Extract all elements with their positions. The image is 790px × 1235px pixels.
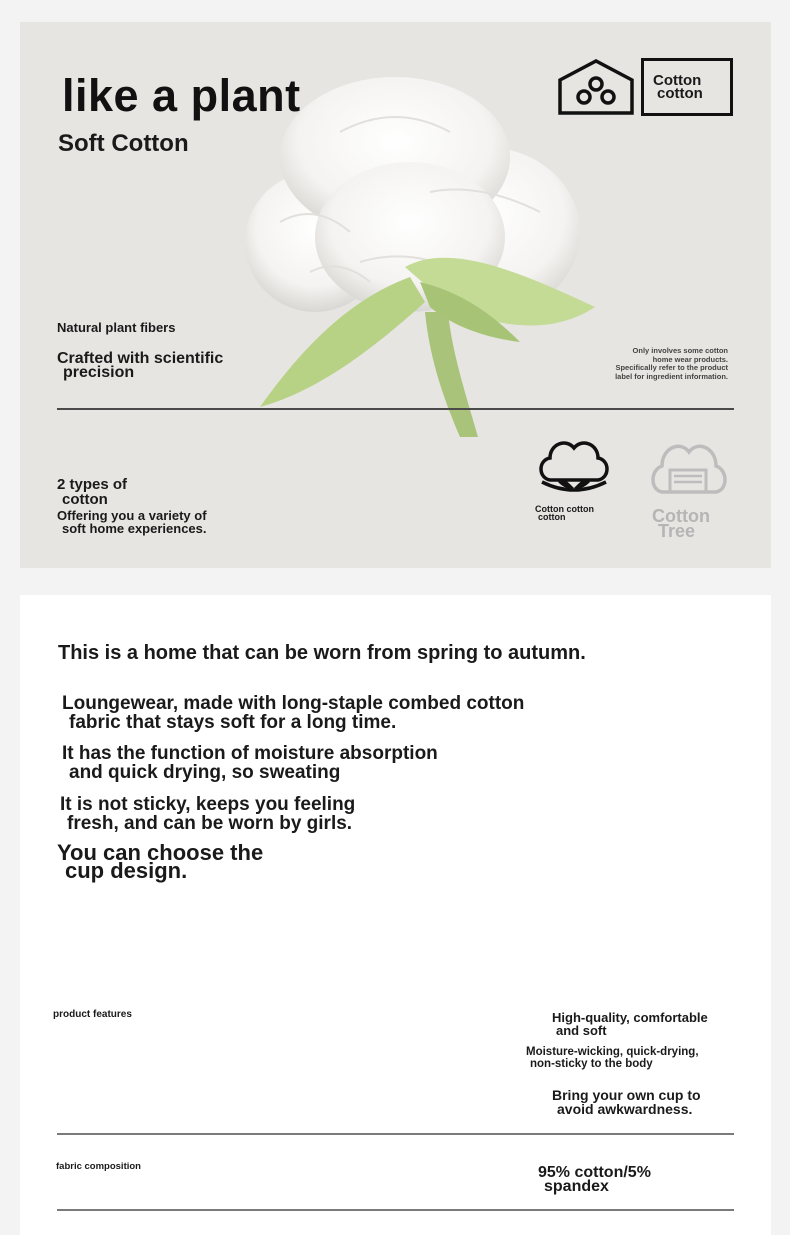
offering-line1: Offering you a variety of [57,508,207,523]
cotton-flower-image [220,62,600,442]
hero-subtitle: Soft Cotton [58,130,189,157]
ingredient-note [568,347,738,381]
cotton-logo-box [641,58,733,116]
paragraph-moisture [62,744,438,782]
p2-line2: and quick drying, so sweating [69,762,341,783]
divider [57,1209,734,1211]
offering-text [57,509,207,535]
logo-box-line1: Cotton [653,72,702,89]
paragraph-fresh [60,795,355,833]
p1-line1: Loungewear, made with long-staple combed cotton [62,693,525,714]
features-label: product features [53,1009,132,1020]
note-line4: label for ingredient information. [615,371,728,381]
cotton-tree-label [652,506,710,541]
note-line2: home wear products. [652,354,728,364]
f3-line2: avoid awkwardness. [557,1101,693,1117]
crafted-text [57,352,297,380]
cotton-icon-label [535,505,594,521]
p1-line2: fabric that stays soft for a long time. [69,712,397,733]
description-panel [20,595,771,1235]
p3-line1: It is not sticky, keeps you feeling [60,794,356,815]
fabric-label: fabric composition [56,1161,141,1172]
fabric-line2: spandex [544,1178,609,1195]
p3-line2: fresh, and can be worn by girls. [67,813,353,834]
crafted-line2: precision [63,364,135,381]
tree-line2: Tree [658,521,696,541]
crafted-line1: Crafted with scientific [57,350,224,367]
p2-line1: It has the function of moisture absorption [62,743,438,764]
divider [57,408,734,410]
cotton-boll-icon [536,436,612,502]
p4-line2: cup design. [65,858,188,883]
intro-text: This is a home that can be worn from spring to autumn. [58,642,586,664]
logo-box-line2: cotton [657,85,703,102]
divider [57,1133,734,1135]
paragraph-fabric [62,694,524,732]
hero-panel [20,22,771,568]
hero-title: like a plant [62,70,301,121]
cotton-icon-line1: Cotton cotton [535,504,594,514]
fabric-line1: 95% cotton/5% [538,1164,651,1181]
cotton-tree-icon [648,436,730,506]
paragraph-cup [57,840,264,883]
offering-line2: soft home experiences. [62,521,207,536]
types-line2: cotton [62,491,108,508]
cotton-icon-line2: cotton [538,512,566,522]
tree-line1: Cotton [652,506,710,526]
f3-line1: Bring your own cup to [552,1087,701,1103]
f2-line1: Moisture-wicking, quick-drying, [526,1046,699,1058]
natural-fibers-text: Natural plant fibers [57,320,176,335]
note-line3: Specifically refer to the product [615,363,728,372]
feature-comfort [552,1011,708,1037]
feature-cup [552,1088,701,1116]
feature-wicking [526,1046,699,1070]
f2-line2: non-sticky to the body [530,1058,653,1070]
types-line1: 2 types of [57,476,128,493]
fabric-value [538,1166,651,1194]
p4-line1: You can choose the [57,840,264,865]
types-text [57,477,127,507]
house-logo-icon [557,58,635,116]
f1-line1: High-quality, comfortable [552,1010,708,1025]
f1-line2: and soft [556,1023,607,1038]
note-line1: Only involves some cotton [632,346,728,355]
